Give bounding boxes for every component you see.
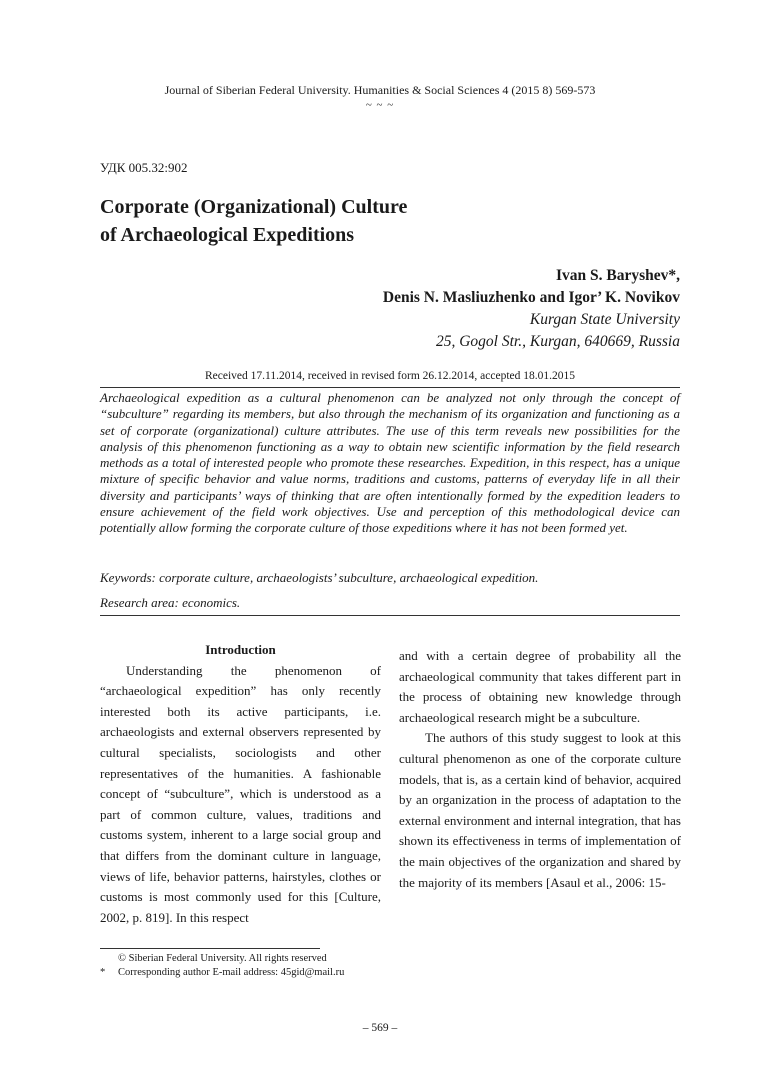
page-number: – 569 –: [362, 1022, 398, 1034]
research-area: Research area: economics.: [100, 595, 241, 610]
body-left-column: [100, 640, 381, 928]
author-line-1: Ivan S. Baryshev*,: [555, 267, 680, 284]
keywords: Keywords: corporate culture, archaeologists’ subculture, archaeological expedition.: [100, 570, 539, 585]
paragraph: and with a certain degree of probability all the archaeological community that takes different part in the process of obtaining new knowledge through archaeological research might be a subculture.: [399, 648, 681, 725]
footnote-rule: [100, 948, 320, 949]
footnote-copyright: © Siberian Federal University. All rights reserved: [118, 953, 327, 964]
title-line-1: Corporate (Organizational) Culture: [100, 196, 408, 218]
abstract-top-rule: [100, 387, 680, 388]
affiliation: Kurgan State University: [529, 311, 680, 328]
author-block: [383, 265, 680, 353]
paragraph: Understanding the phenomenon of “archaeological expedition” has only recently interested both its active participants, i.e. archaeologists and external observers represented by cultural specialists, sociologists and other representatives of the humanities. A fashionable concept of “subculture”, which is understood as a part of common culture, values, traditions and customs system, inherent to a large social group and that differs from the dominant culture in language, views of life, behavior patterns, hairstyles, clothes or customs is most commonly used for this [Culture, 2002, p. 819]. In this respect: [100, 662, 381, 925]
udk-code: УДК 005.32:902: [100, 160, 188, 175]
title-line-2: of Archaeological Expeditions: [100, 224, 355, 246]
abstract-bottom-rule: [100, 615, 680, 616]
paragraph: The authors of this study suggest to look at this cultural phenomenon as one of the corporate culture models, that is, as a certain kind of behavior, acquired by an organization in the process of adaptation to the external environment and internal integration, that has shown its effectiveness in terms of implementation of the main objectives of the organization and shared by the majority of its members [Asaul et al., 2006: 15-: [399, 730, 681, 890]
article-title: [100, 193, 600, 249]
author-line-2: Denis N. Masliuzhenko and Igor’ K. Novikov: [382, 289, 680, 306]
footnote-corresponding: * Corresponding author E-mail address: 45gid@mail.ru: [100, 967, 345, 978]
abstract: Archaeological expedition as a cultural phenomenon can be analyzed not only through the concept of “subculture” regarding its members, but also through the mechanism of its organization and functioning as a set of corporate (organizational) culture attributes. The use of this term reveals new possibilities for the analysis of this phenomenon functioning as a way to obtain new scientific information by the field research methods as a total of interested people who promote these researches. Expedition, in this respect, has a unique mixture of specific behavior and value norms, traditions and customs, patterns of everyday life in all their diversity and participants’ ways of thinking that are often intentionally formed by the expedition leaders to ensure achievement of the field work objectives. Use and perception of this methodological device can potentially allow forming the corporate culture of those expeditions where it has not been formed yet.: [100, 390, 680, 536]
received-dates: Received 17.11.2014, received in revised form 26.12.2014, accepted 18.01.2015: [204, 370, 576, 382]
journal-header: Journal of Siberian Federal University. Humanities & Social Sciences 4 (2015 8) 569-573: [164, 83, 596, 97]
header-ornament: ~ ~ ~: [365, 99, 395, 111]
footnote-star: *: [100, 967, 106, 978]
address: 25, Gogol Str., Kurgan, 640669, Russia: [435, 333, 680, 350]
section-heading: Introduction: [205, 642, 276, 657]
body-right-column: [399, 646, 681, 893]
